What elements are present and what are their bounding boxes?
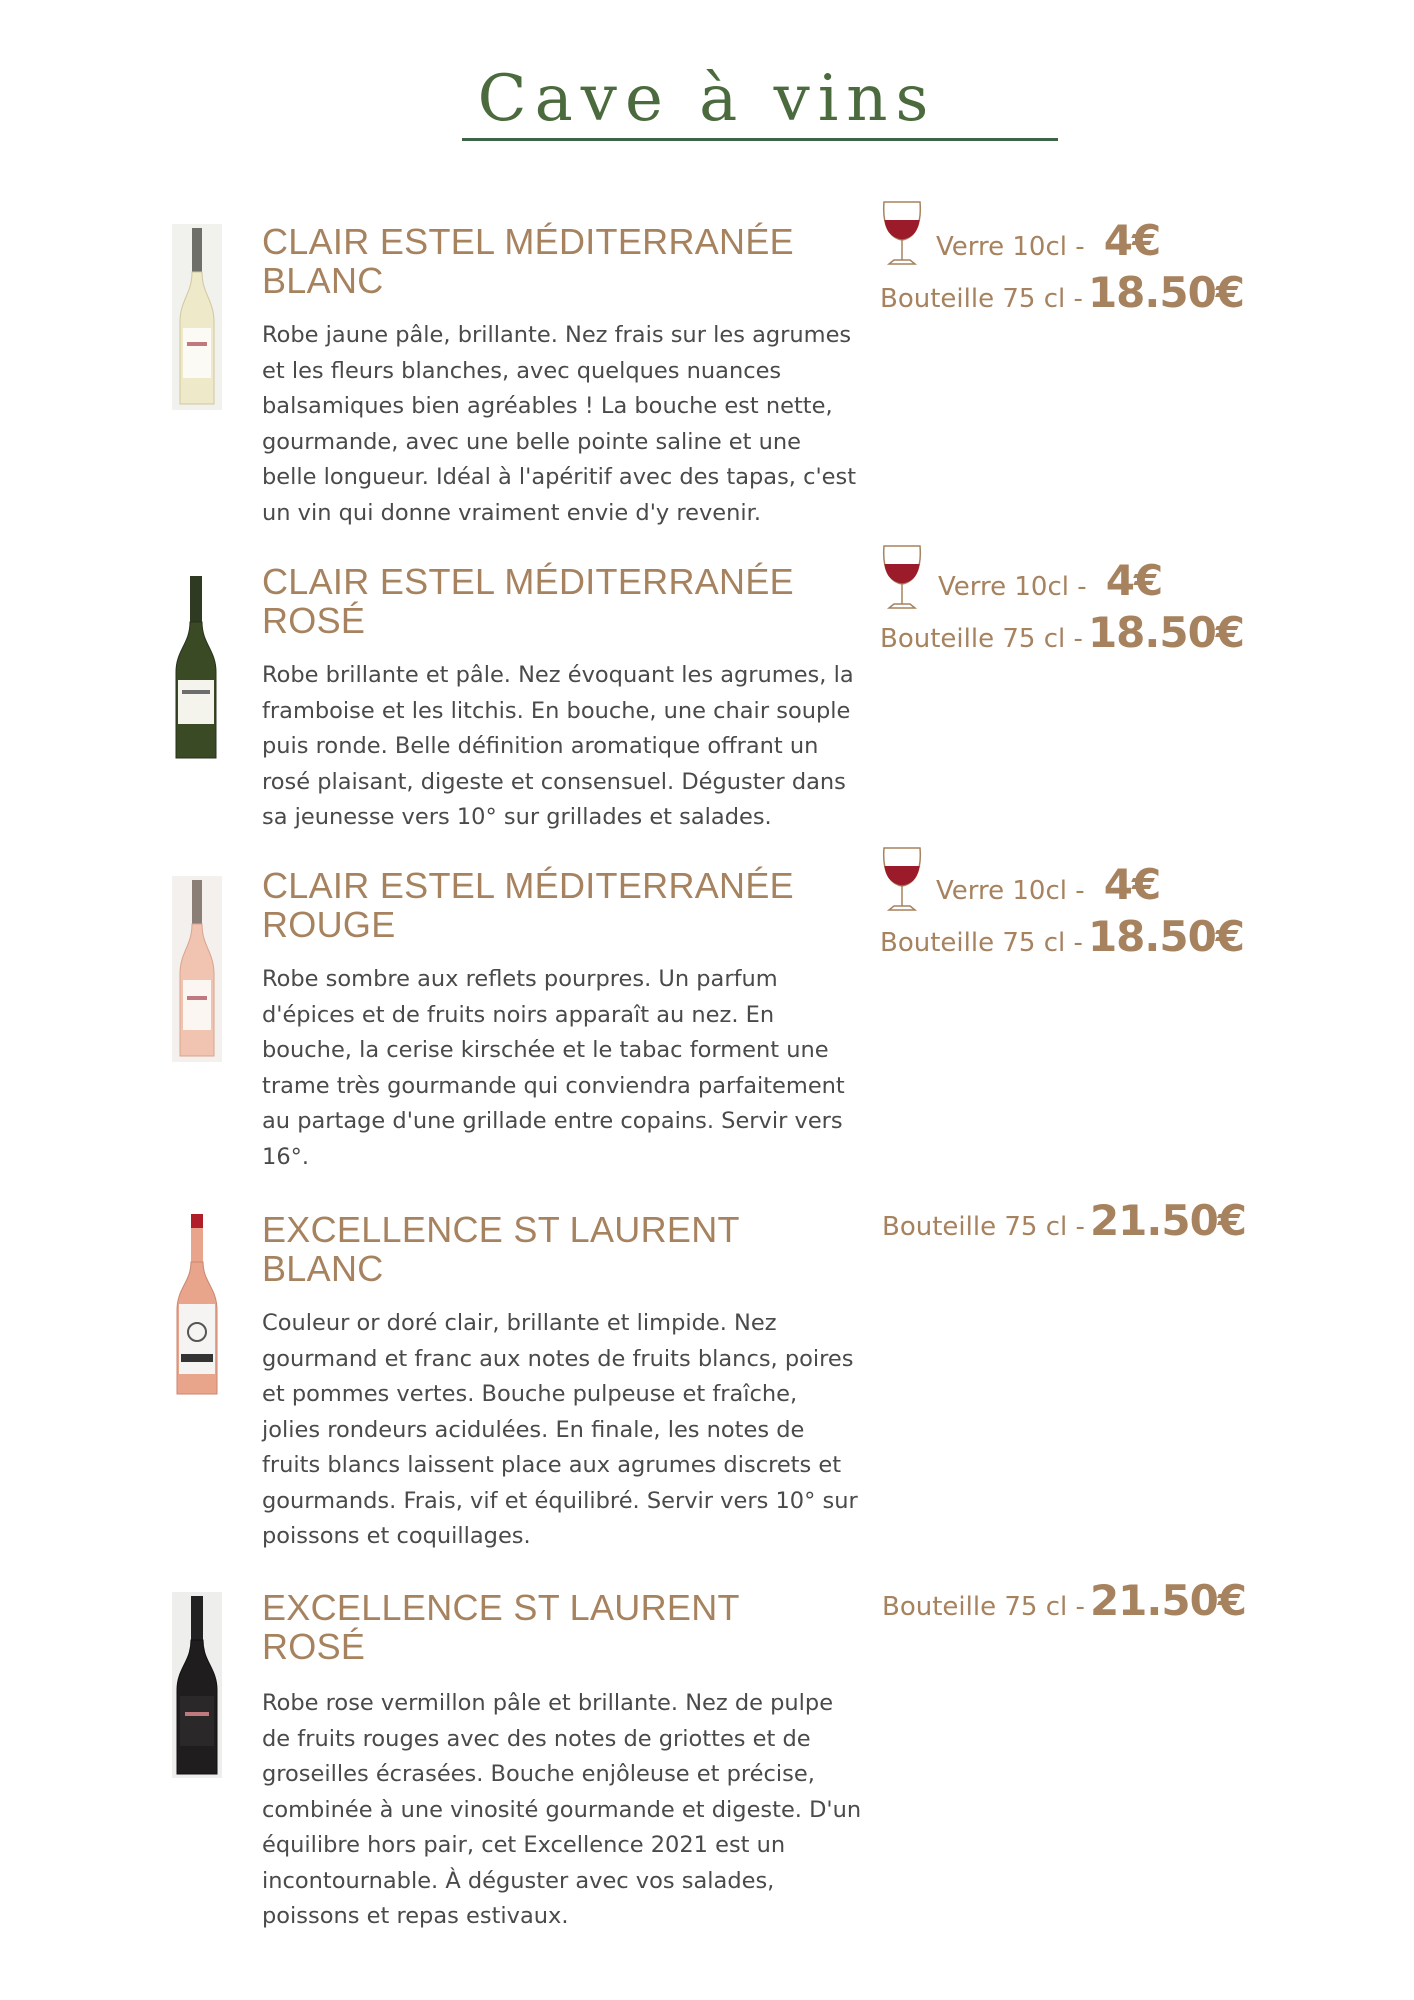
bottle-price-label: Bouteille 75 cl - — [880, 624, 1083, 654]
white-wine-bottle-icon — [172, 224, 222, 410]
wine-name-line: BLANC — [262, 260, 384, 301]
green-wine-bottle-icon — [172, 574, 222, 760]
bottle-price-line — [882, 1196, 1246, 1245]
wine-glass-icon — [880, 842, 924, 914]
wine-name-line: EXCELLENCE ST LAURENT — [262, 1209, 740, 1250]
wine-name — [262, 222, 822, 300]
wine-glass-icon — [880, 540, 924, 612]
wine-name-line: CLAIR ESTEL MÉDITERRANÉE — [262, 865, 794, 906]
red-wine-bottle-icon — [172, 1592, 222, 1778]
glass-price: 4€ — [1103, 216, 1161, 265]
wine-name-line: CLAIR ESTEL MÉDITERRANÉE — [262, 221, 794, 262]
wine-description: Couleur or doré clair, brillante et limpide. Nez gourmand et franc aux notes de fruits blancs, poires et pommes vertes. Bouche pulpeuse et fraîche, jolies rondeurs acidulées. En finale, les notes de fruits blancs laissent place aux agrumes discrets et gourmands. Frais, vif et équilibré. Servir vers 10° sur poissons et coquillages. — [262, 1310, 858, 1549]
wine-name-line: BLANC — [262, 1248, 384, 1289]
wine-name — [262, 562, 822, 640]
page-title: Cave à vins — [477, 62, 937, 136]
wine-name-line: ROSÉ — [262, 1626, 366, 1667]
bottle-price-line — [880, 912, 1244, 961]
bottle-price: 21.50€ — [1089, 1576, 1247, 1625]
bottle-price: 18.50€ — [1087, 268, 1245, 317]
wine-name — [262, 866, 822, 944]
wine-glass-icon — [880, 196, 924, 268]
bottle-price-label: Bouteille 75 cl - — [882, 1592, 1085, 1622]
wine-name-line: CLAIR ESTEL MÉDITERRANÉE — [262, 561, 794, 602]
glass-price-label: Verre 10cl - — [938, 572, 1087, 602]
glass-price-line — [936, 860, 1160, 909]
wine-description: Robe sombre aux reflets pourpres. Un parfum d'épices et de fruits noirs apparaît au nez. En bouche, la cerise kirschée et le tabac forment une trame très gourmande qui conviendra parfaitement au partage d'une grillade entre copains. Servir vers 16°. — [262, 966, 845, 1170]
wine-description: Robe rose vermillon pâle et brillante. Nez de pulpe de fruits rouges avec des notes de griottes et de groseilles écrasées. Bouche enjôleuse et précise, combinée à une vinosité gourmande et digeste. D'un équilibre hors pair, cet Excellence 2021 est un incontournable. À déguster avec vos salades, poissons et repas estivaux. — [262, 1690, 862, 1929]
bottle-price-line — [880, 608, 1244, 657]
bottle-price: 18.50€ — [1087, 608, 1245, 657]
glass-price-label: Verre 10cl - — [936, 232, 1085, 262]
wine-name-line: ROSÉ — [262, 600, 366, 641]
rose-wine-bottle-icon — [172, 876, 222, 1062]
bottle-price-label: Bouteille 75 cl - — [880, 928, 1083, 958]
glass-price-line — [936, 216, 1160, 265]
wine-description: Robe jaune pâle, brillante. Nez frais sur les agrumes et les fleurs blanches, avec quelques nuances balsamiques bien agréables ! La bouche est nette, gourmande, avec une belle pointe saline et une belle longueur. Idéal à l'apéritif avec des tapas, c'est un vin qui donne vraiment envie d'y revenir. — [262, 322, 857, 526]
bottle-price: 21.50€ — [1089, 1196, 1247, 1245]
title-underline — [462, 138, 1058, 141]
glass-price: 4€ — [1103, 860, 1161, 909]
glass-price-label: Verre 10cl - — [936, 876, 1085, 906]
rose-wine-bottle-icon — [172, 1212, 222, 1396]
bottle-price-label: Bouteille 75 cl - — [880, 284, 1083, 314]
bottle-price-line — [880, 268, 1244, 317]
glass-price-line — [938, 556, 1162, 605]
bottle-price-label: Bouteille 75 cl - — [882, 1212, 1085, 1242]
wine-description: Robe brillante et pâle. Nez évoquant les agrumes, la framboise et les litchis. En bouche, une chair souple puis ronde. Belle définition aromatique offrant un rosé plaisant, digeste et consensuel. Déguster dans sa jeunesse vers 10° sur grillades et salades. — [262, 662, 854, 830]
bottle-price-line — [882, 1576, 1246, 1625]
glass-price: 4€ — [1105, 556, 1163, 605]
wine-name — [262, 1588, 822, 1666]
bottle-price: 18.50€ — [1087, 912, 1245, 961]
wine-name — [262, 1210, 822, 1288]
wine-name-line: ROUGE — [262, 904, 396, 945]
wine-name-line: EXCELLENCE ST LAURENT — [262, 1587, 740, 1628]
